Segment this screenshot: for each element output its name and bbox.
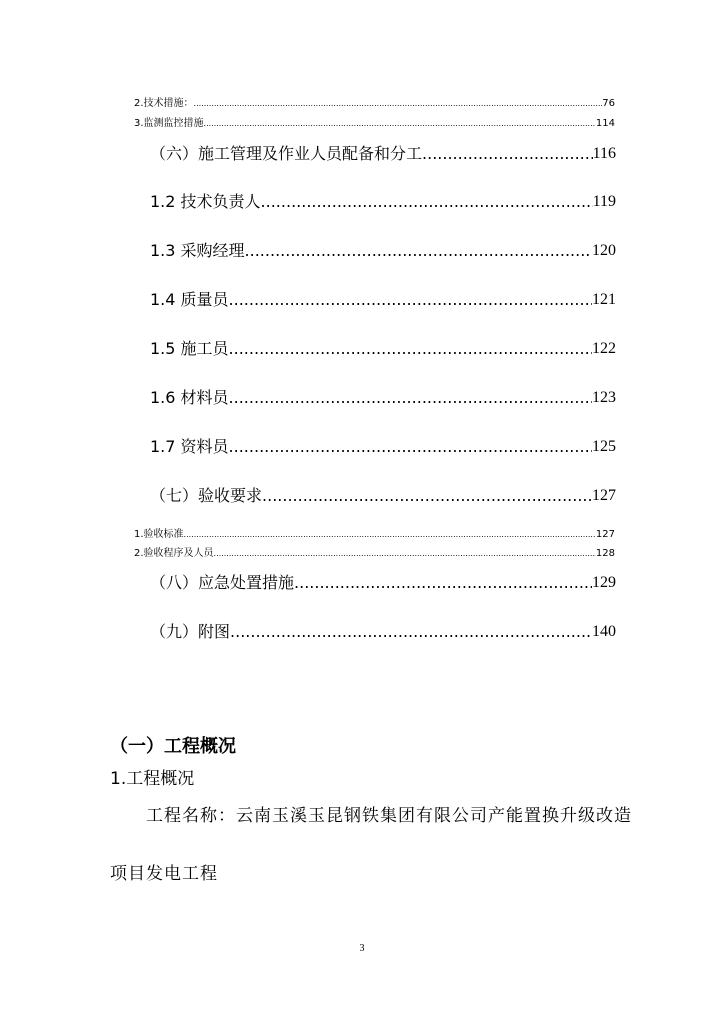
toc-entry-title: 1.4 质量员: [150, 290, 229, 309]
project-name-line: 工程名称：云南玉溪玉昆钢铁集团有限公司产能置换升级改造: [146, 806, 632, 826]
toc-leader-dots: [422, 143, 593, 165]
toc-entry-page: 114: [595, 118, 615, 129]
toc-entry-technical-measures[interactable]: [134, 97, 615, 111]
toc-entry-page: 76: [602, 98, 615, 109]
toc-leader-dots: [204, 117, 596, 131]
toc-entry-materials-officer[interactable]: [150, 387, 616, 409]
toc-entry-page: 120: [592, 242, 616, 259]
toc-entry-page: 121: [592, 291, 616, 308]
toc-entry-title: 1.3 采购经理: [150, 241, 245, 260]
toc-entry-title: 1.6 材料员: [150, 388, 229, 407]
toc-entry-acceptance-procedure[interactable]: [134, 547, 615, 561]
toc-entry-technical-lead[interactable]: [150, 191, 616, 213]
project-name-continuation: 项目发电工程: [110, 864, 218, 884]
toc-entry-title: 3.监测监控措施: [134, 118, 204, 129]
toc-entry-page: 116: [592, 145, 616, 162]
section-heading: （一）工程概况: [110, 736, 236, 757]
toc-leader-dots: [229, 436, 592, 458]
toc-entry-title: （六）施工管理及作业人员配备和分工: [150, 144, 423, 163]
toc-entry-purchasing-manager[interactable]: [150, 240, 616, 262]
toc-entry-title: （九）附图: [150, 622, 231, 641]
toc-entry-title: 1.5 施工员: [150, 339, 229, 358]
toc-entry-page: 122: [592, 340, 616, 357]
toc-leader-dots: [230, 621, 592, 643]
toc-entry-construction-worker[interactable]: [150, 338, 616, 360]
toc-leader-dots: [261, 191, 593, 213]
toc-entry-title: 2.技术措施：: [134, 98, 194, 109]
toc-entry-construction-management[interactable]: [150, 143, 616, 165]
toc-entry-title: 1.2 技术负责人: [150, 192, 261, 211]
toc-entry-attached-drawings[interactable]: [150, 621, 616, 643]
toc-entry-title: （七）验收要求: [150, 486, 263, 505]
toc-entry-monitoring-measures[interactable]: [134, 117, 615, 131]
toc-leader-dots: [294, 572, 592, 594]
toc-leader-dots: [229, 289, 592, 311]
page-number: 3: [359, 943, 365, 954]
toc-entry-quality-inspector[interactable]: [150, 289, 616, 311]
toc-leader-dots: [194, 97, 603, 111]
toc-entry-title: 1.7 资料员: [150, 437, 229, 456]
toc-entry-page: 125: [592, 438, 616, 455]
toc-leader-dots: [184, 528, 596, 542]
toc-leader-dots: [262, 485, 592, 507]
toc-leader-dots: [214, 547, 596, 561]
toc-entry-page: 129: [592, 574, 616, 591]
toc-entry-title: （八）应急处置措施: [150, 573, 295, 592]
toc-entry-page: 119: [592, 193, 616, 210]
toc-entry-acceptance-standards[interactable]: [134, 528, 615, 542]
toc-entry-page: 127: [592, 487, 616, 504]
toc-entry-page: 127: [595, 529, 615, 540]
toc-entry-acceptance-requirements[interactable]: [150, 485, 616, 507]
section-subheading: 1.工程概况: [110, 769, 195, 789]
toc-entry-page: 123: [592, 389, 616, 406]
toc-leader-dots: [229, 338, 592, 360]
toc-leader-dots: [229, 387, 592, 409]
toc-leader-dots: [245, 240, 592, 262]
toc-entry-page: 140: [592, 623, 616, 640]
toc-entry-title: 1.验收标准: [134, 529, 184, 540]
toc-entry-emergency-measures[interactable]: [150, 572, 616, 594]
toc-entry-page: 128: [595, 548, 615, 559]
toc-entry-title: 2.验收程序及人员: [134, 548, 214, 559]
toc-entry-documentation-officer[interactable]: [150, 436, 616, 458]
